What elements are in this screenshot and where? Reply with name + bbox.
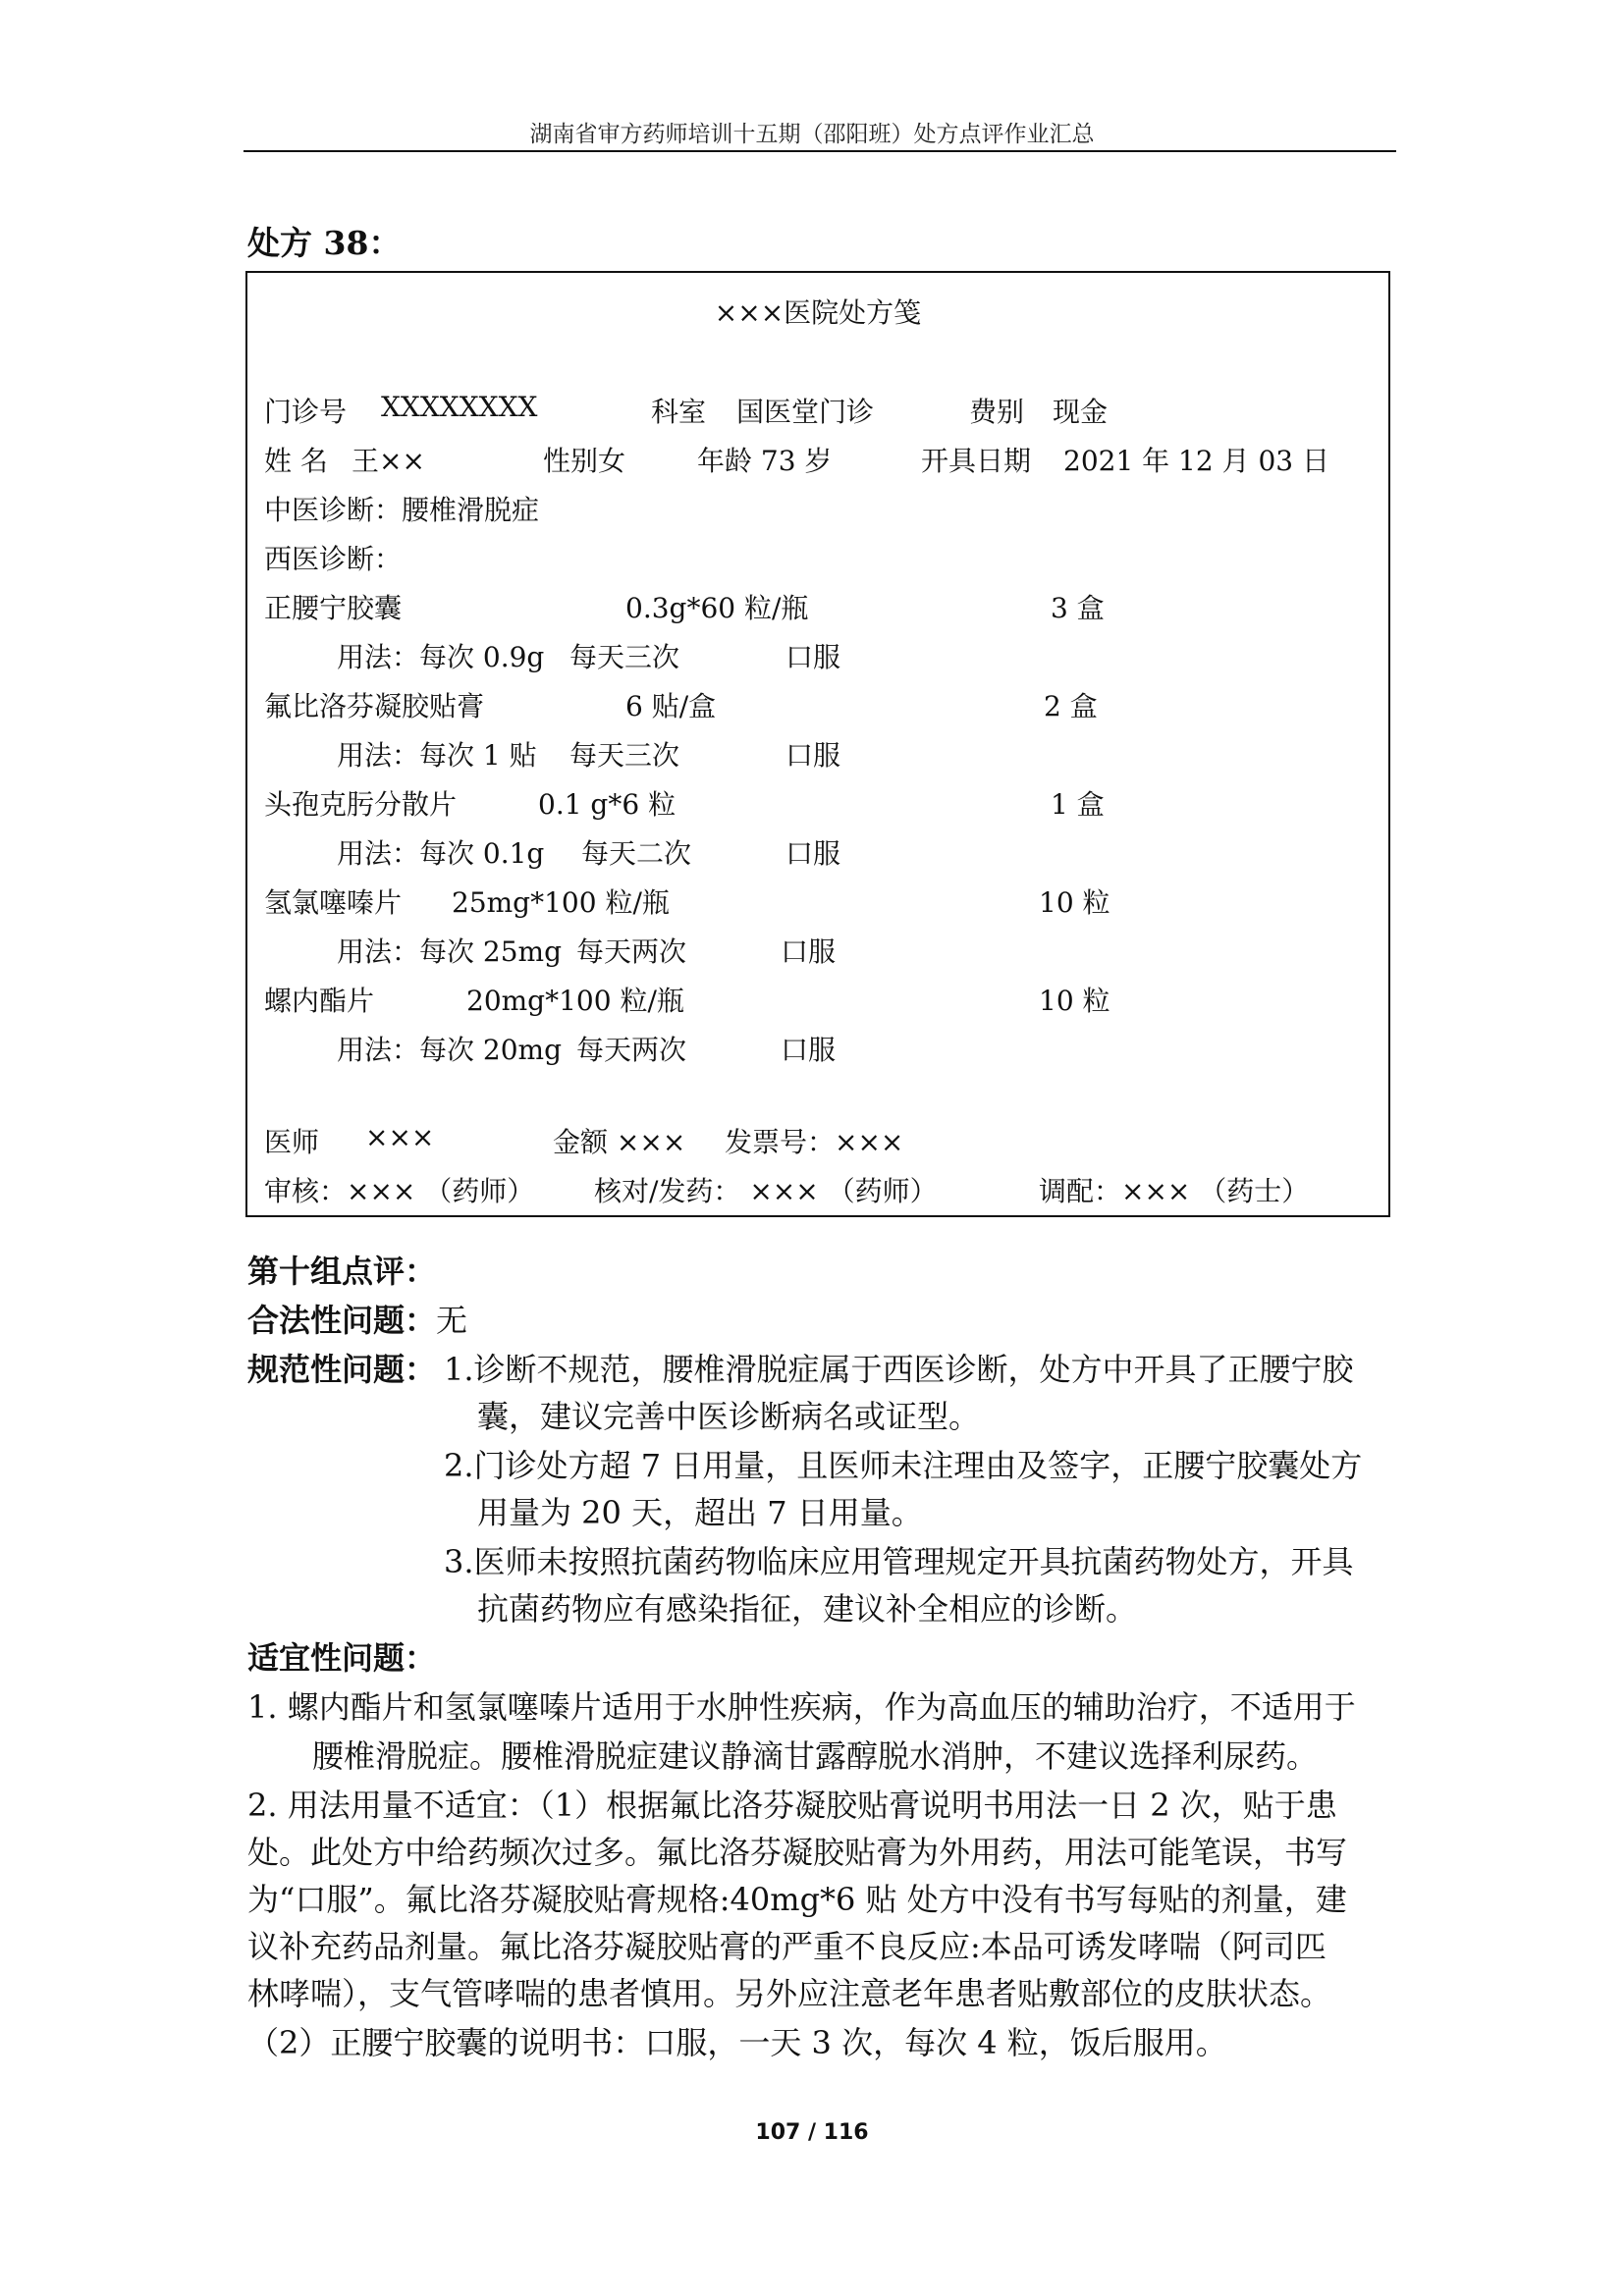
doctor-name: ××× bbox=[365, 1121, 435, 1153]
running-header: 湖南省审方药师培训十五期（邵阳班）处方点评作业汇总 bbox=[529, 122, 1095, 147]
drug-frequency: 每天两次 bbox=[576, 1034, 687, 1066]
issue-date-label: 开具日期 bbox=[921, 445, 1032, 477]
suitability-line: 腰椎滑脱症。腰椎滑脱症建议静滴甘露醇脱水消肿，不建议选择利尿药。 bbox=[312, 1737, 1319, 1775]
drug-dose: 用法：每次 1 贴 bbox=[337, 739, 537, 772]
drug-route: 口服 bbox=[781, 1034, 837, 1066]
western-diagnosis: 西医诊断： bbox=[264, 543, 403, 575]
outpatient-label: 门诊号 bbox=[264, 396, 348, 428]
drug-name: 头孢克肟分散片 bbox=[264, 788, 458, 821]
department-value: 国医堂门诊 bbox=[736, 396, 875, 428]
normative-item-line: 用量为 20 天，超出 7 日用量。 bbox=[477, 1494, 923, 1531]
patient-name: 王×× bbox=[352, 445, 425, 477]
suitability-label: 适宜性问题： bbox=[247, 1639, 437, 1677]
tcm-diagnosis: 中医诊断：腰椎滑脱症 bbox=[264, 494, 540, 526]
suitability-line: 林哮喘），支气管哮喘的患者慎用。另外应注意老年患者贴敷部位的皮肤状态。 bbox=[247, 1975, 1332, 2012]
suitability-line: 处。此处方中给药频次过多。氟比洛芬凝胶贴膏为外用药，用法可能笔误，书写 bbox=[247, 1834, 1348, 1871]
drug-dose: 用法：每次 0.1g bbox=[337, 837, 545, 870]
drug-name: 氢氯噻嗪片 bbox=[264, 886, 403, 919]
reviewer: 审核：××× （药师） bbox=[264, 1175, 535, 1207]
suitability-line: 议补充药品剂量。氟比洛芬凝胶贴膏的严重不良反应:本品可诱发哮喘（阿司匹 bbox=[247, 1928, 1326, 1965]
issue-date: 2021 年 12 月 03 日 bbox=[1063, 445, 1330, 477]
checker: 核对/发药： ××× （药师） bbox=[594, 1175, 938, 1207]
drug-frequency: 每天两次 bbox=[576, 935, 687, 968]
normative-item-line: 囊，建议完善中医诊断病名或证型。 bbox=[477, 1398, 981, 1435]
drug-route: 口服 bbox=[785, 739, 841, 772]
drug-spec: 20mg*100 粒/瓶 bbox=[466, 985, 684, 1017]
page-number: 107 / 116 bbox=[755, 2120, 869, 2145]
prescription-heading: 处方 38： bbox=[247, 224, 402, 262]
patient-age: 年龄 73 岁 bbox=[697, 445, 833, 477]
drug-frequency: 每天三次 bbox=[569, 739, 680, 772]
department-label: 科室 bbox=[651, 396, 707, 428]
drug-name: 正腰宁胶囊 bbox=[264, 592, 403, 624]
header-divider bbox=[244, 150, 1396, 152]
drug-dose: 用法：每次 25mg bbox=[337, 935, 563, 968]
normative-item-line: 1.诊断不规范，腰椎滑脱症属于西医诊断，处方中开具了正腰宁胶 bbox=[444, 1351, 1354, 1388]
drug-spec: 0.3g*60 粒/瓶 bbox=[625, 592, 809, 624]
drug-route: 口服 bbox=[785, 641, 841, 673]
drug-spec: 6 贴/盒 bbox=[625, 690, 717, 722]
group-comment-title: 第十组点评： bbox=[247, 1253, 437, 1290]
suitability-line: （2）正腰宁胶囊的说明书：口服，一天 3 次，每次 4 粒，饭后服用。 bbox=[247, 2024, 1227, 2061]
invoice-number: 发票号：××× bbox=[725, 1126, 904, 1158]
outpatient-number: XXXXXXXX bbox=[381, 391, 538, 423]
patient-gender: 性别女 bbox=[543, 445, 626, 477]
drug-dose: 用法：每次 0.9g bbox=[337, 641, 545, 673]
drug-quantity: 2 盒 bbox=[1044, 690, 1098, 722]
drug-quantity: 10 粒 bbox=[1039, 886, 1110, 919]
drug-frequency: 每天三次 bbox=[569, 641, 680, 673]
patient-name-label: 姓 名 bbox=[264, 445, 328, 477]
legality-value: 无 bbox=[436, 1302, 468, 1339]
drug-name: 螺内酯片 bbox=[264, 985, 375, 1017]
suitability-line: 为“口服”。氟比洛芬凝胶贴膏规格:40mg*6 贴 处方中没有书写每贴的剂量，建 bbox=[247, 1881, 1347, 1918]
drug-quantity: 1 盒 bbox=[1051, 788, 1105, 821]
drug-route: 口服 bbox=[785, 837, 841, 870]
suitability-line: 1. 螺内酯片和氢氯噻嗪片适用于水肿性疾病，作为高血压的辅助治疗，不适用于 bbox=[247, 1688, 1356, 1726]
drug-route: 口服 bbox=[781, 935, 837, 968]
drug-spec: 25mg*100 粒/瓶 bbox=[452, 886, 670, 919]
normative-item-line: 抗菌药物应有感染指征，建议补全相应的诊断。 bbox=[477, 1590, 1138, 1628]
normative-item-line: 2.门诊处方超 7 日用量，且医师未注理由及签字，正腰宁胶囊处方 bbox=[444, 1447, 1363, 1484]
fee-value: 现金 bbox=[1053, 396, 1109, 428]
drug-spec: 0.1 g*6 粒 bbox=[538, 788, 677, 821]
dispenser: 调配：××× （药士） bbox=[1039, 1175, 1310, 1207]
fee-label: 费别 bbox=[969, 396, 1025, 428]
drug-quantity: 3 盒 bbox=[1051, 592, 1105, 624]
drug-name: 氟比洛芬凝胶贴膏 bbox=[264, 690, 485, 722]
drug-frequency: 每天二次 bbox=[581, 837, 692, 870]
drug-quantity: 10 粒 bbox=[1039, 985, 1110, 1017]
prescription-title: ×××医院处方笺 bbox=[714, 296, 922, 329]
legality-label: 合法性问题： bbox=[247, 1302, 437, 1339]
doctor-label: 医师 bbox=[264, 1126, 320, 1158]
amount: 金额 ××× bbox=[553, 1126, 686, 1158]
drug-dose: 用法：每次 20mg bbox=[337, 1034, 563, 1066]
normative-item-line: 3.医师未按照抗菌药物临床应用管理规定开具抗菌药物处方，开具 bbox=[444, 1543, 1354, 1580]
normative-label: 规范性问题： bbox=[247, 1351, 437, 1388]
suitability-line: 2. 用法用量不适宜：（1）根据氟比洛芬凝胶贴膏说明书用法一日 2 次，贴于患 bbox=[247, 1787, 1337, 1824]
